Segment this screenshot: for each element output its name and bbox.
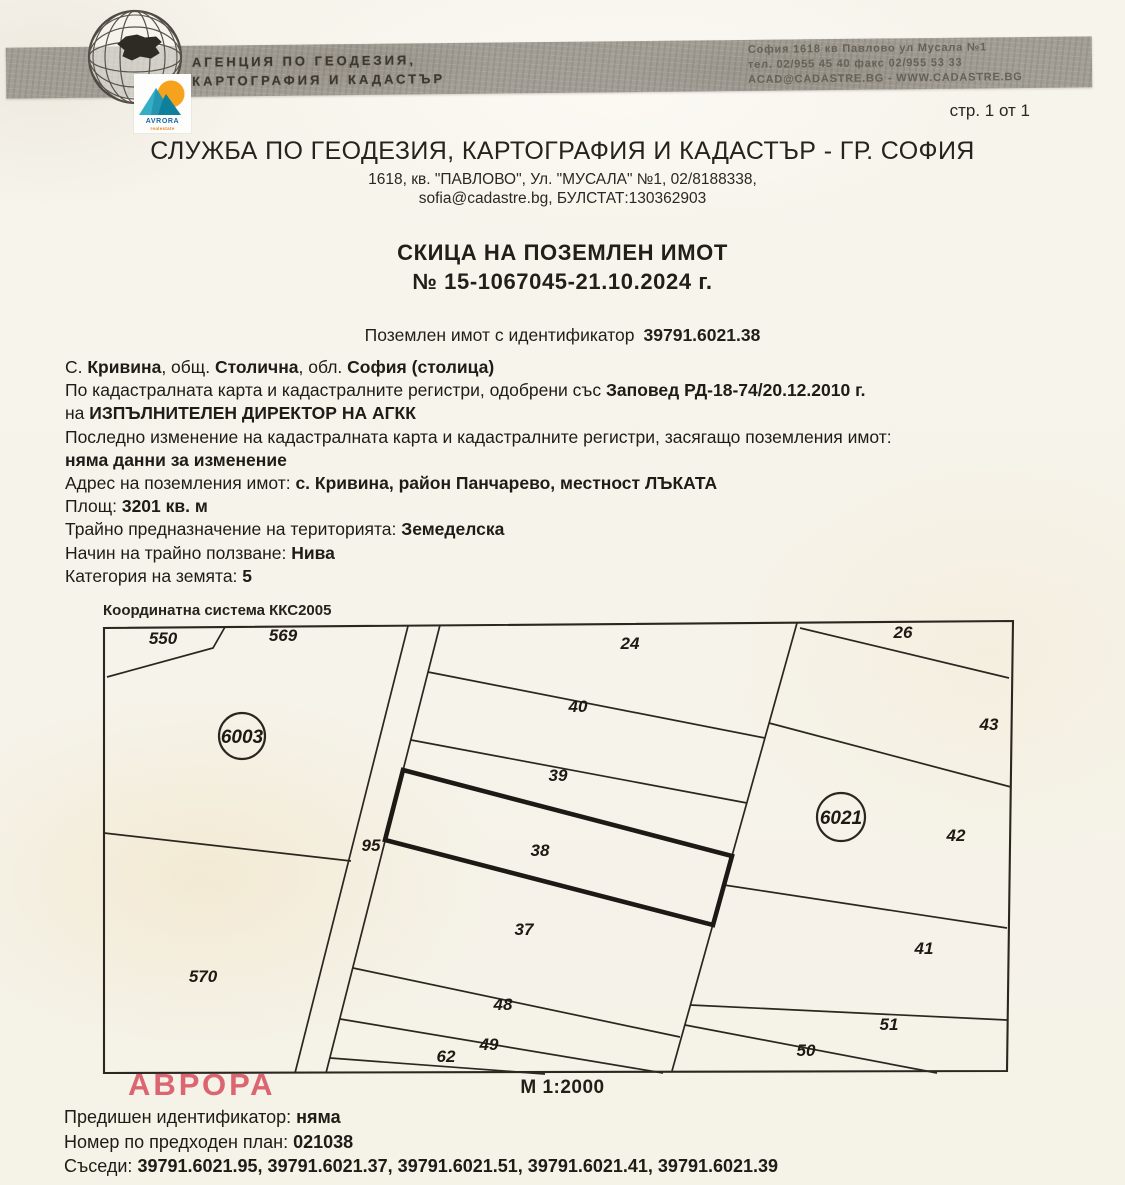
collector-boundary-line xyxy=(672,623,797,1071)
office-contacts: sofia@cadastre.bg, БУЛСТАТ:130362903 xyxy=(418,190,707,207)
detail-director: на ИЗПЪЛНИТЕЛЕН ДИРЕКТОР НА АГКК xyxy=(65,403,416,424)
parcel-label-50: 50 xyxy=(796,1041,816,1060)
office-title: СЛУЖБА ПО ГЕОДЕЗИЯ, КАРТОГРАФИЯ И КАДАСТЪР - ГР. СОФИЯ xyxy=(150,137,975,165)
boundary-43-42 xyxy=(769,723,1011,787)
parcel-label-39: 39 xyxy=(548,766,568,785)
parcel-label-570: 570 xyxy=(188,967,218,986)
agency-contact-line2: тел. 02/955 45 40 факс 02/955 53 33 xyxy=(747,56,963,71)
parcel-label-40: 40 xyxy=(568,697,588,716)
coordinate-system-label: Координатна система ККС2005 xyxy=(103,602,332,619)
parcel-label-43: 43 xyxy=(979,715,999,734)
parcel-identifier-value: 39791.6021.38 xyxy=(643,325,761,345)
map-scale: М 1:2000 xyxy=(520,1077,605,1098)
road-west-line xyxy=(295,626,408,1073)
boundary-26-43 xyxy=(800,628,1009,678)
boundary-49-62 xyxy=(330,1058,545,1074)
agency-name-line2: КАРТОГРАФИЯ И КАДАСТЪР xyxy=(192,71,446,89)
agency-name-line1: АГЕНЦИЯ ПО ГЕОДЕЗИЯ, xyxy=(191,52,417,70)
detail-use: Начин на трайно ползване: Нива xyxy=(65,542,335,563)
parcel-label-38: 38 xyxy=(530,841,550,860)
boundary-37-48 xyxy=(353,968,680,1037)
detail-address: Адрес на поземления имот: с. Кривина, район Панчарево, местност ЛЪКАТА xyxy=(65,473,718,494)
avrora-logo xyxy=(134,74,191,133)
boundary-51-50 xyxy=(685,1025,937,1073)
parcel-label-42: 42 xyxy=(946,826,966,845)
parcel-label-37: 37 xyxy=(514,920,534,939)
page-indicator: стр. 1 от 1 xyxy=(949,101,1030,120)
parcel-label-24: 24 xyxy=(620,634,640,653)
parcel-identifier-line xyxy=(0,325,1125,346)
document-footer xyxy=(64,1105,1114,1179)
parcel-identifier-label: Поземлен имот с идентификатор xyxy=(364,325,635,345)
boundary-40-39 xyxy=(411,740,747,803)
detail-category: Категория на земята: 5 xyxy=(65,565,253,586)
property-details xyxy=(65,356,1075,588)
parcel-label-569: 569 xyxy=(268,626,298,645)
map-frame xyxy=(104,621,1013,1073)
region-circle-6003 xyxy=(219,713,265,759)
boundary-42-41 xyxy=(724,885,1007,928)
document-title: СКИЦА НА ПОЗЕМЛЕН ИМОТ xyxy=(397,240,728,265)
region-label-6021: 6021 xyxy=(819,808,863,829)
detail-approval: По кадастралната карта и кадастралните регистри, одобрени със Заповед РД-18-74/20.12.2010 г. xyxy=(65,380,866,401)
subject-parcel-38-boundary xyxy=(385,770,732,925)
parcel-label-26: 26 xyxy=(893,623,913,642)
agency-contact-line1: София 1618 кв Павлово ул Мусала №1 xyxy=(747,41,987,56)
parcel-label-62: 62 xyxy=(436,1047,456,1066)
parcel-550-boundary xyxy=(107,627,225,677)
previous-plan-line: Номер по предходен план: 021038 xyxy=(64,1131,354,1152)
parcel-570-boundary xyxy=(104,833,351,861)
agency-name-block xyxy=(192,50,445,91)
boundary-24-40 xyxy=(428,672,765,738)
previous-identifier-line: Предишен идентификатор: няма xyxy=(64,1107,341,1127)
agency-contact-line3: ACAD@CADASTRE.BG - WWW.CADASTRE.BG xyxy=(748,71,1023,86)
office-address: 1618, кв. "ПАВЛОВО", Ул. "МУСАЛА" №1, 02/8188338, xyxy=(368,171,757,188)
detail-location: С. Кривина, общ. Столична, обл. София (столица) xyxy=(65,357,495,377)
parcel-label-550: 550 xyxy=(148,629,178,648)
avrora-subtitle-text: realestate xyxy=(150,126,175,131)
region-circle-6021 xyxy=(817,793,865,841)
detail-purpose: Трайно предназначение на територията: Земеделска xyxy=(65,519,505,540)
parcel-label-51: 51 xyxy=(879,1015,899,1034)
bulgaria-map-silhouette xyxy=(118,35,161,60)
parcel-label-49: 49 xyxy=(479,1035,499,1054)
boundary-41-51 xyxy=(690,1005,1007,1020)
avrora-brand-text: AVRORA xyxy=(145,118,180,125)
region-label-6003: 6003 xyxy=(220,727,264,748)
neighbours-line: Съседи: 39791.6021.95, 39791.6021.37, 39791.6021.51, 39791.6021.41, 39791.6021.39 xyxy=(64,1156,779,1177)
avrora-red-watermark: АВРОРА xyxy=(128,1067,276,1102)
detail-last-change-label: Последно изменение на кадастралната карта и кадастралните регистри, засягащо поземления имот: xyxy=(65,426,892,447)
parcel-label-41: 41 xyxy=(914,939,934,958)
boundary-48-49 xyxy=(340,1019,663,1073)
detail-area: Площ: 3201 кв. м xyxy=(65,496,208,517)
detail-last-change-value: няма данни за изменение xyxy=(65,449,287,470)
parcel-label-48: 48 xyxy=(493,995,513,1014)
agency-contact-block xyxy=(748,40,1023,88)
document-number: № 15-1067045-21.10.2024 г. xyxy=(412,269,713,294)
road-east-line xyxy=(326,625,440,1073)
parcel-label-95: 95 xyxy=(361,836,381,855)
avrora-logo-icon xyxy=(134,74,191,118)
